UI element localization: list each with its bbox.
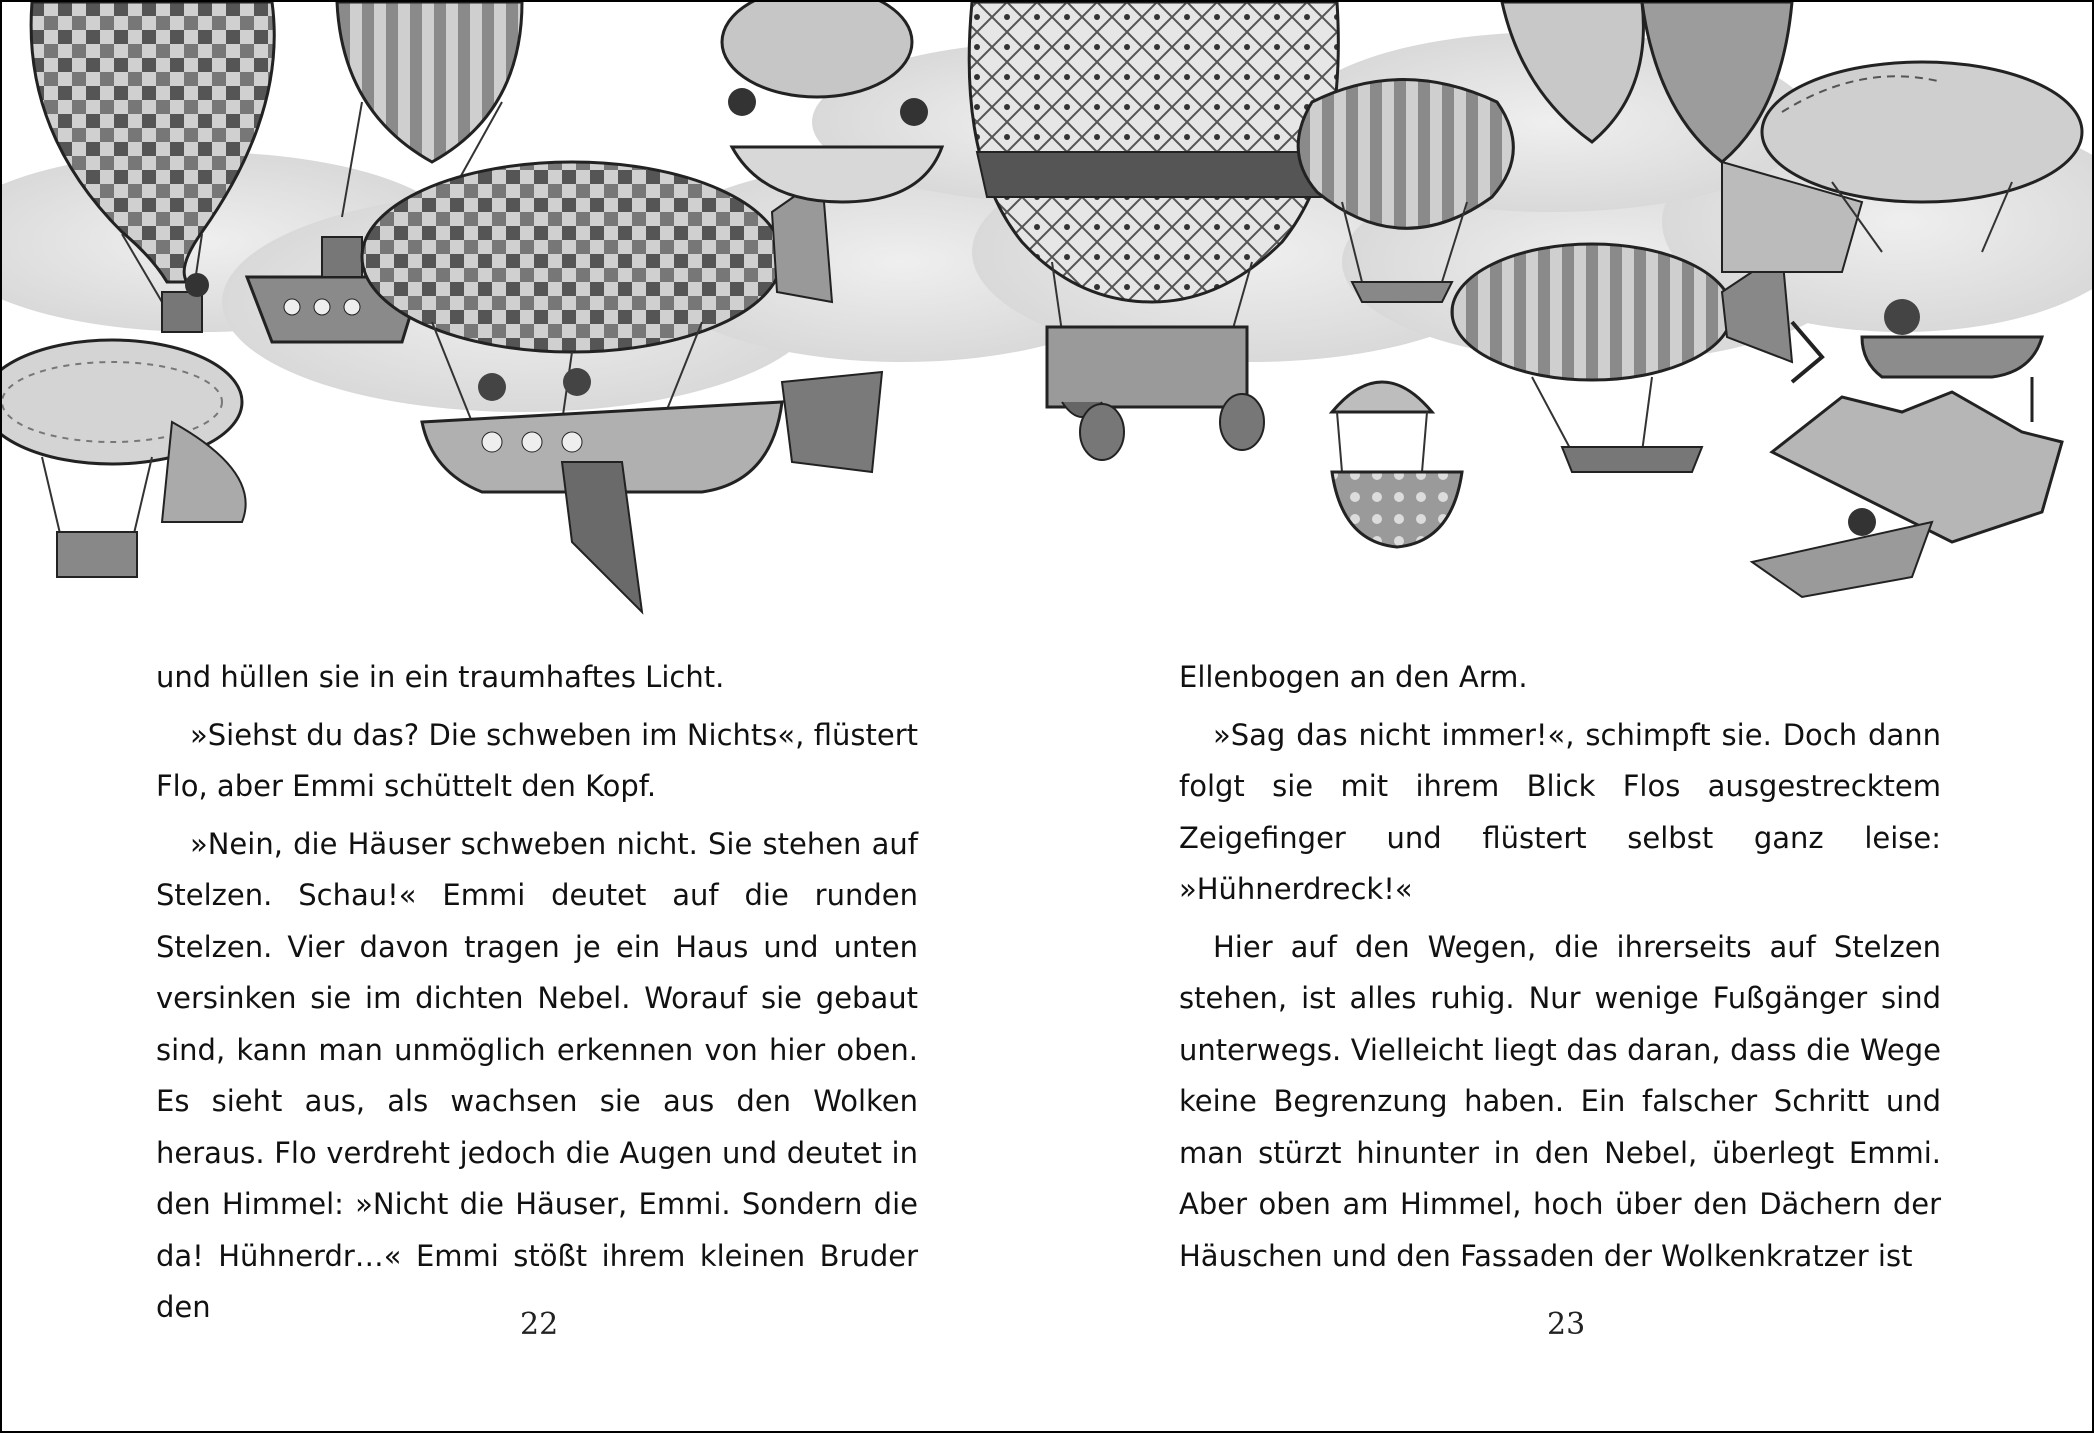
right-paragraph-3: Hier auf den Wegen, die ihrerseits auf Stelzen stehen, ist alles ruhig. Nur wenige Fußgänger sind unterwegs. Vielleicht liegt das daran, dass die Wege keine Begrenzung haben. Ein falscher Schritt und man stürzt hinunter in den Nebel, überlegt Emmi. Aber oben am Himmel, hoch über den Dächern der Häuschen und den Fassaden der Wolkenkratzer ist bbox=[1179, 929, 1941, 1273]
right-paragraph-2: »Sag das nicht immer!«, schimpft sie. Doch dann folgt sie mit ihrem Blick Flos ausgestrecktem Zeigefinger und flüstert selbst ganz leise: »Hühnerdreck!« bbox=[1179, 717, 1941, 906]
right-page-text bbox=[1179, 652, 1941, 1282]
page-number-left: 22 bbox=[520, 1307, 559, 1342]
left-paragraph-3: »Nein, die Häuser schweben nicht. Sie stehen auf Stelzen. Schau!« Emmi deutet auf die runden Stelzen. Vier davon tragen je ein Haus und unten versinken sie im dichten Nebel. Worauf sie gebaut sind, kann man unmöglich erkennen von hier oben. Es sieht aus, als wachsen sie aus den Wolken heraus. Flo verdreht jedoch die Augen und deutet in den Himmel: »Nicht die Häuser, Emmi. Sondern die da! Hühnerdr…« Emmi stößt ihrem kleinen Bruder den bbox=[156, 826, 918, 1324]
left-paragraph-2: »Siehst du das? Die schweben im Nichts«, flüstert Flo, aber Emmi schüttelt den Kopf. bbox=[156, 717, 918, 803]
left-page-text bbox=[156, 652, 918, 1334]
airships-illustration bbox=[2, 2, 2092, 642]
left-paragraph-1: und hüllen sie in ein traumhaftes Licht. bbox=[156, 660, 725, 694]
right-paragraph-1: Ellenbogen an den Arm. bbox=[1179, 660, 1528, 694]
page-number-right: 23 bbox=[1547, 1307, 1586, 1342]
